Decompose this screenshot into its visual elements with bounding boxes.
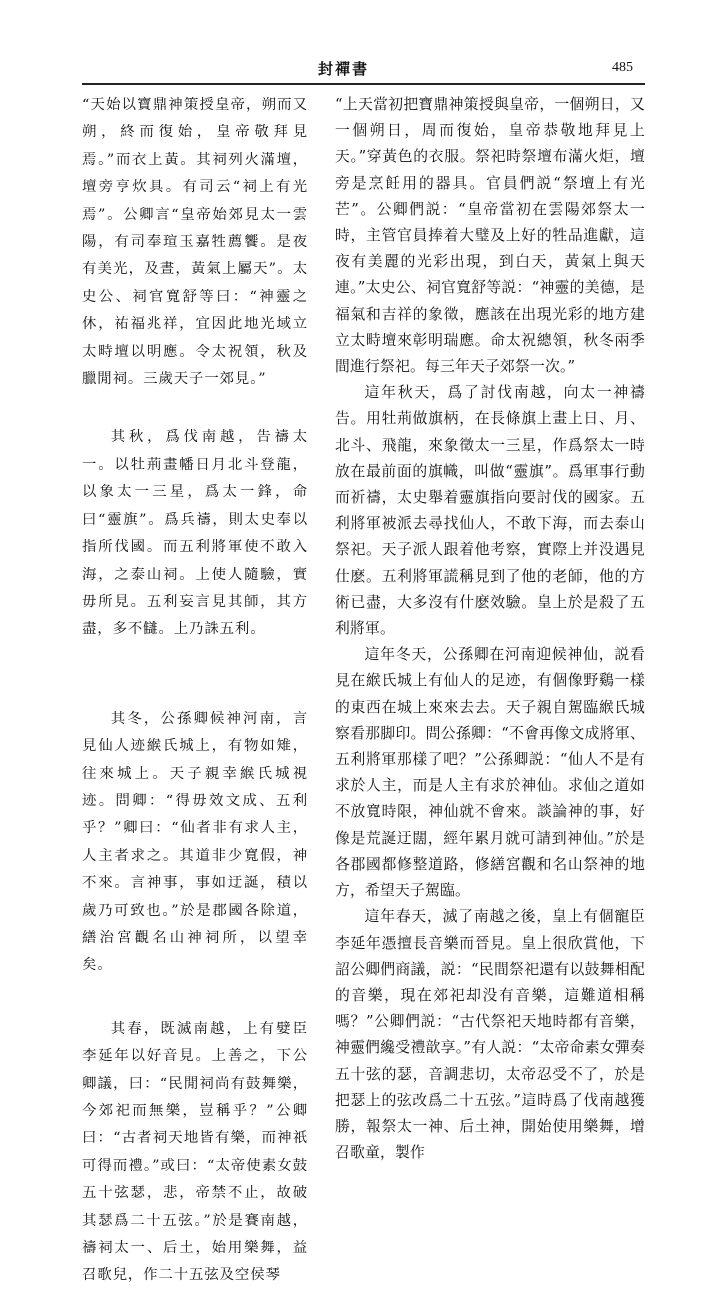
classical-paragraph-2: 其秋，爲伐南越，告禱太一。以牡荊畫幡日月北斗登龍，以象太一三星，爲太一鋒，命曰“靈旗”。爲兵禱，則太史奉以指所伐國。而五利將軍使不敢入海，之泰山祠。上使人隨驗，實毋所見。五利妄言見其師，其方盡，多不讎。上乃誅五利。: [82, 429, 308, 638]
running-header-title: 封禪書: [318, 60, 370, 78]
header-rule: [82, 83, 645, 85]
classical-text-column: [82, 92, 308, 1290]
translation-paragraph-1: “上天當初把寶鼎神策授與皇帝，一個朔日，又一個朔日，周而復始，皇帝恭敬地拜見上天。”穿黃色的衣服。祭祀時祭壇布滿火炬，壇旁是烹飪用的器具。官員們説“祭壇上有光芒”。公卿們説：“皇帝當初在雲陽郊祭太一時，主管官員捧着大璧及上好的牲品進獻，這夜有美麗的光彩出現，到白天，黃氣上與天連。”太史公、祠官寬舒等説：“神靈的美德，是福氣和吉祥的象徵，應該在出現光彩的地方建立太畤壇來彰明瑞應。命太祝總領，秋冬兩季間進行祭祀。每三年天子郊祭一次。”: [335, 96, 645, 376]
translation-column: [335, 92, 645, 1166]
classical-paragraph-1: “天始以寶鼎神策授皇帝，朔而又朔，終而復始，皇帝敬拜見焉。”而衣上黃。其祠列火滿壇，壇旁亨炊具。有司云“祠上有光焉”。公卿言“皇帝始郊見太一雲陽，有司奉瑄玉嘉牲薦饗。是夜有美光，及晝，黃氣上屬天”。太史公、祠官寬舒等曰：“神靈之休，祐福兆祥，宜因此地光域立太畤壇以明應。令太祝領，秋及臘閒祠。三歲天子一郊見。”: [82, 97, 308, 388]
translation-paragraph-4: 這年春天，滅了南越之後，皇上有個寵臣李延年憑擅長音樂而晉見。皇上很欣賞他，下詔公卿們商議，説：“民間祭祀還有以鼓舞相配的音樂，現在郊祀却没有音樂，這難道相稱嗎？”公卿們説：“古代祭祀天地時都有音樂，神靈們纔受禮歆享。”有人説：“太帝命素女彈奏五十弦的瑟，音調悲切，太帝忍受不了，於是把瑟上的弦改爲二十五弦。”這時爲了伐南越獲勝，報祭太一神、后土神，開始使用樂舞，增召歌童，製作: [335, 908, 645, 1162]
page-number: 485: [612, 60, 633, 75]
classical-paragraph-3: 其冬，公孫卿候神河南，言見仙人迹緱氏城上，有物如雉，往來城上。天子親幸緱氏城視迹。問卿：“得毋效文成、五利乎？”卿曰：“仙者非有求人主，人主者求之。其道非少寬假，神不來。言神事，事如迂誕，積以歲乃可致也。”於是郡國各除道，繕治宮觀名山神祠所，以望幸矣。: [82, 710, 308, 974]
classical-paragraph-4: 其春，既滅南越，上有嬖臣李延年以好音見。上善之，下公卿議，曰：“民閒祠尚有鼓舞樂，今郊祀而無樂，豈稱乎？”公卿曰：“古者祠天地皆有樂，而神祇可得而禮。”或曰：“太帝使素女鼓五十弦瑟，悲，帝禁不止，故破其瑟爲二十五弦。”於是賽南越，禱祠太一、后土，始用樂舞，益召歌兒，作二十五弦及空侯琴: [82, 1020, 308, 1284]
translation-paragraph-2: 這年秋天，爲了討伐南越，向太一神禱告。用牡荊做旗柄，在長條旗上畫上日、月、北斗、飛龍，來象徵太一三星，作爲祭太一時放在最前面的旗幟，叫做“靈旗”。爲軍事行動而祈禱，太史舉着靈旗指向要討伐的國家。五利將軍被派去尋找仙人，不敢下海，而去泰山祭祀。天子派人跟着他考察，實際上并没遇見仕麽。五利將軍謊稱見到了他的老師，他的方術已盡，大多沒有什麽效驗。皇上於是殺了五利將軍。: [335, 384, 645, 638]
translation-paragraph-3: 這年冬天，公孫卿在河南迎候神仙，説看見在緱氏城上有仙人的足迹，有個像野鷄一樣的東西在城上來來去去。天子親自駕臨緱氏城察看那脚印。問公孫卿：“不會再像文成將軍、五利將軍那樣了吧？”公孫卿説：“仙人不是有求於人主，而是人主有求於神仙。求仙之道如不放寬時限，神仙就不會來。談論神的事，好像是荒誕迂闊，經年累月就可請到神仙。”於是各郡國都修整道路，修繕宮觀和名山祭神的地方，希望天子駕臨。: [335, 646, 645, 900]
